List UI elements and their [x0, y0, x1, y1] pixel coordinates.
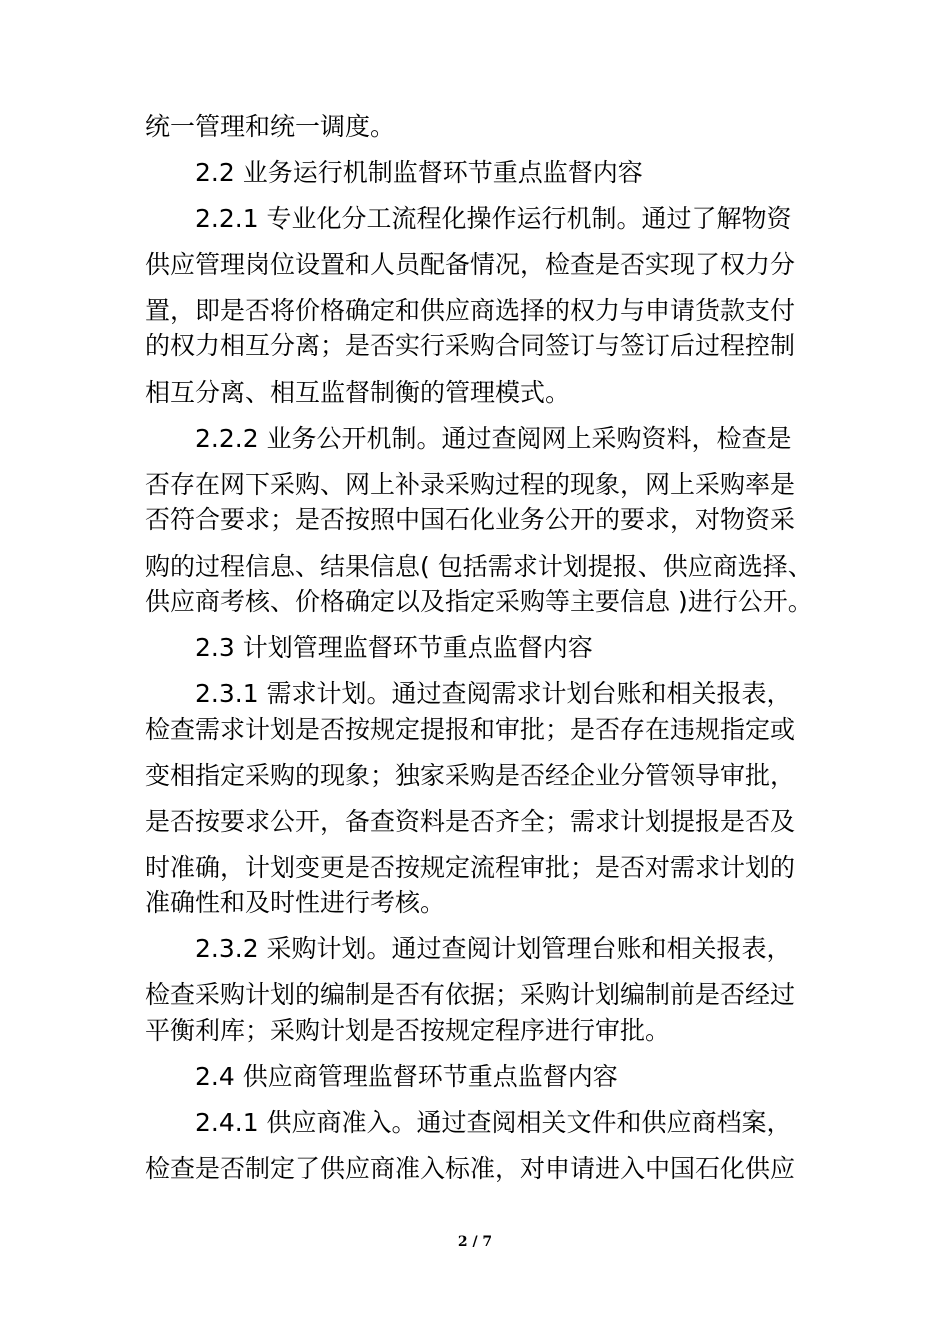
text-line: 2.3.2 采购计划。通过查阅计划管理台账和相关报表，	[195, 934, 792, 963]
section-heading: 2.2 业务运行机制监督环节重点监督内容	[195, 158, 643, 187]
text-line: 供应商考核、价格确定以及指定采购等主要信息 )进行公开。	[145, 587, 813, 616]
page-number: 2 / 7	[457, 1234, 493, 1250]
text-line: 平衡利库；采购计划是否按规定程序进行审批。	[145, 1016, 671, 1045]
text-line: 检查采购计划的编制是否有依据；采购计划编制前是否经过	[145, 980, 796, 1009]
text-line: 2.3.1 需求计划。通过查阅需求计划台账和相关报表，	[195, 679, 792, 708]
text-line: 2.2.2 业务公开机制。通过查阅网上采购资料，检查是	[195, 424, 792, 453]
text-line: 准确性和及时性进行考核。	[145, 888, 446, 917]
text-line: 变相指定采购的现象；独家采购是否经企业分管领导审批，	[145, 761, 796, 790]
text-line: 的权力相互分离；是否实行采购合同签订与签订后过程控制	[145, 331, 796, 360]
section-heading: 2.3 计划管理监督环节重点监督内容	[195, 633, 593, 662]
text-line: 购的过程信息、结果信息( 包括需求计划提报、供应商选择、	[145, 552, 813, 581]
text-line: 否存在网下采购、网上补录采购过程的现象，网上采购率是	[145, 470, 796, 499]
text-line: 2.2.1 专业化分工流程化操作运行机制。通过了解物资	[195, 204, 792, 233]
text-line: 2.4.1 供应商准入。通过查阅相关文件和供应商档案，	[195, 1108, 792, 1137]
text-line: 检查是否制定了供应商准入标准，对申请进入中国石化供应	[145, 1154, 796, 1183]
section-heading: 2.4 供应商管理监督环节重点监督内容	[195, 1062, 618, 1091]
text-line: 相互分离、相互监督制衡的管理模式。	[145, 378, 571, 407]
text-line: 检查需求计划是否按规定提报和审批；是否存在违规指定或	[145, 715, 796, 744]
text-line: 供应管理岗位设置和人员配备情况，检查是否实现了权力分	[145, 250, 796, 279]
text-line: 置，即是否将价格确定和供应商选择的权力与申请货款支付	[145, 296, 796, 325]
text-line: 否符合要求；是否按照中国石化业务公开的要求，对物资采	[145, 505, 796, 534]
text-line: 时准确，计划变更是否按规定流程审批；是否对需求计划的	[145, 853, 796, 882]
text-line: 是否按要求公开，备查资料是否齐全；需求计划提报是否及	[145, 807, 796, 836]
text-line: 统一管理和统一调度。	[145, 112, 396, 141]
